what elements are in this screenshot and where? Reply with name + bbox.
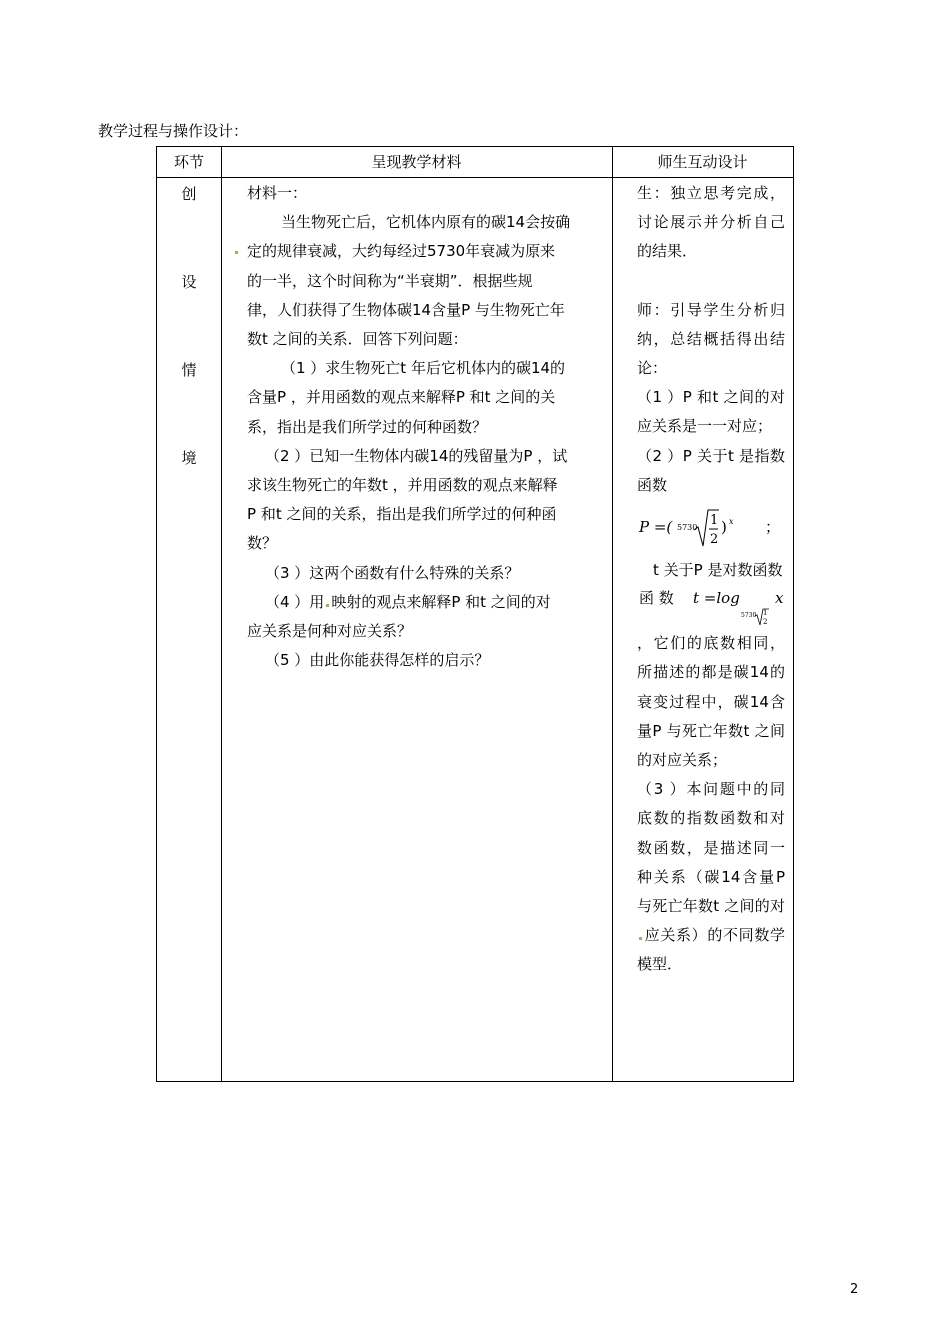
log-base-index: 5730	[741, 612, 757, 620]
log-variable: x	[775, 589, 784, 608]
stage-char: 设	[181, 273, 197, 291]
exponential-formula-svg	[637, 500, 785, 556]
student-activity: 生：独立思考完成，讨论展示并分析自己的结果．	[637, 184, 785, 261]
material-line: 定的规律衰减，大约每经过5730年衰减为原来	[247, 237, 607, 266]
material-line: 含量P ，并用函数的观点来解释P 和t 之间的关	[247, 388, 556, 407]
log-formula	[637, 585, 785, 629]
formula-text: P =(	[639, 518, 673, 537]
conclusion-log-desc: ，它们的底数相同，所描述的都是碳14的衰变过程中，碳14含量P 与死亡年数t 之间的对应关系；	[637, 634, 785, 770]
log-text: t =log	[693, 589, 740, 608]
column-divider	[612, 147, 613, 1081]
material-line: 系，指出是我们所学过的何种函数？	[247, 417, 488, 436]
material-line: 应关系是何种对应关系？	[247, 622, 413, 641]
root-index: 5730	[677, 523, 698, 533]
material-label: 材料一：	[247, 184, 308, 202]
header-materials: 呈现教学材料	[371, 153, 462, 171]
close-paren: )	[721, 518, 727, 537]
material-line: 求该生物死亡的年数t ，并用函数的观点来解释	[247, 476, 558, 495]
stage-char: 境	[181, 449, 197, 467]
material-line: 数？	[247, 534, 278, 553]
log-prefix: 函 数	[639, 589, 674, 608]
conclusion-log-intro: t 关于P 是对数函数	[653, 561, 783, 580]
inline-mark	[639, 937, 642, 940]
header-interaction: 师生互动设计	[657, 153, 748, 171]
question-5: （5 ）由此你能获得怎样的启示？	[265, 651, 490, 670]
conclusion-1: （1 ）P 和t 之间的对应关系是一一对应；	[637, 388, 785, 436]
header-divider	[157, 177, 793, 178]
material-line: 的一半，这个时间称为“半衰期”．根据些规	[247, 271, 533, 290]
teacher-activity: 师：引导学生分析归纳，总结概括得出结论：	[637, 300, 785, 378]
exponential-formula	[637, 500, 785, 556]
spacer	[637, 267, 785, 296]
materials-column	[247, 179, 607, 675]
question-4: （4 ）用 映射的观点来解释P 和t 之间的对	[265, 592, 551, 611]
inline-mark	[326, 604, 329, 607]
column-divider	[221, 147, 222, 1081]
stage-char: 情	[181, 361, 197, 379]
header-stage: 环节	[173, 153, 204, 171]
material-line: P 和t 之间的关系，指出是我们所学过的何种函	[247, 505, 557, 524]
conclusion-2: （2 ）P 关于t 是指数函数	[637, 446, 785, 494]
question-1: （1 ）求生物死亡t 年后它机体内的碳14的	[281, 359, 566, 378]
fraction-denominator: 2	[710, 532, 719, 548]
semicolon: ；	[765, 518, 781, 537]
material-line: 数t 之间的关系．回答下列问题：	[247, 330, 468, 349]
interaction-column	[637, 179, 785, 980]
stage-char: 创	[181, 185, 197, 203]
section-heading: 教学过程与操作设计：	[98, 122, 249, 140]
fraction-numerator: 1	[710, 513, 719, 529]
exponent: x	[729, 517, 734, 527]
material-line: 律，人们获得了生物体碳14含量P 与生物死亡年	[247, 300, 565, 319]
material-line: 当生物死亡后，它机体内原有的碳14会按确	[281, 213, 571, 232]
margin-mark	[235, 251, 238, 254]
page-number: 2	[850, 1282, 859, 1297]
question-2: （2 ）已知一生物体内碳14的残留量为P ，试	[265, 446, 568, 465]
log-base-den: 2	[763, 618, 768, 627]
log-formula-svg	[637, 585, 785, 629]
conclusion-3: （3 ）本问题中的同底数的指数函数和对数函数，是描述同一种关系（碳14含量P 与死亡年数t 之间的对应关系）的不同数学模型．	[637, 780, 785, 974]
log-base-num: 1	[763, 609, 768, 618]
question-3: （3 ）这两个函数有什么特殊的关系？	[265, 563, 520, 582]
teaching-design-table	[156, 146, 794, 1082]
